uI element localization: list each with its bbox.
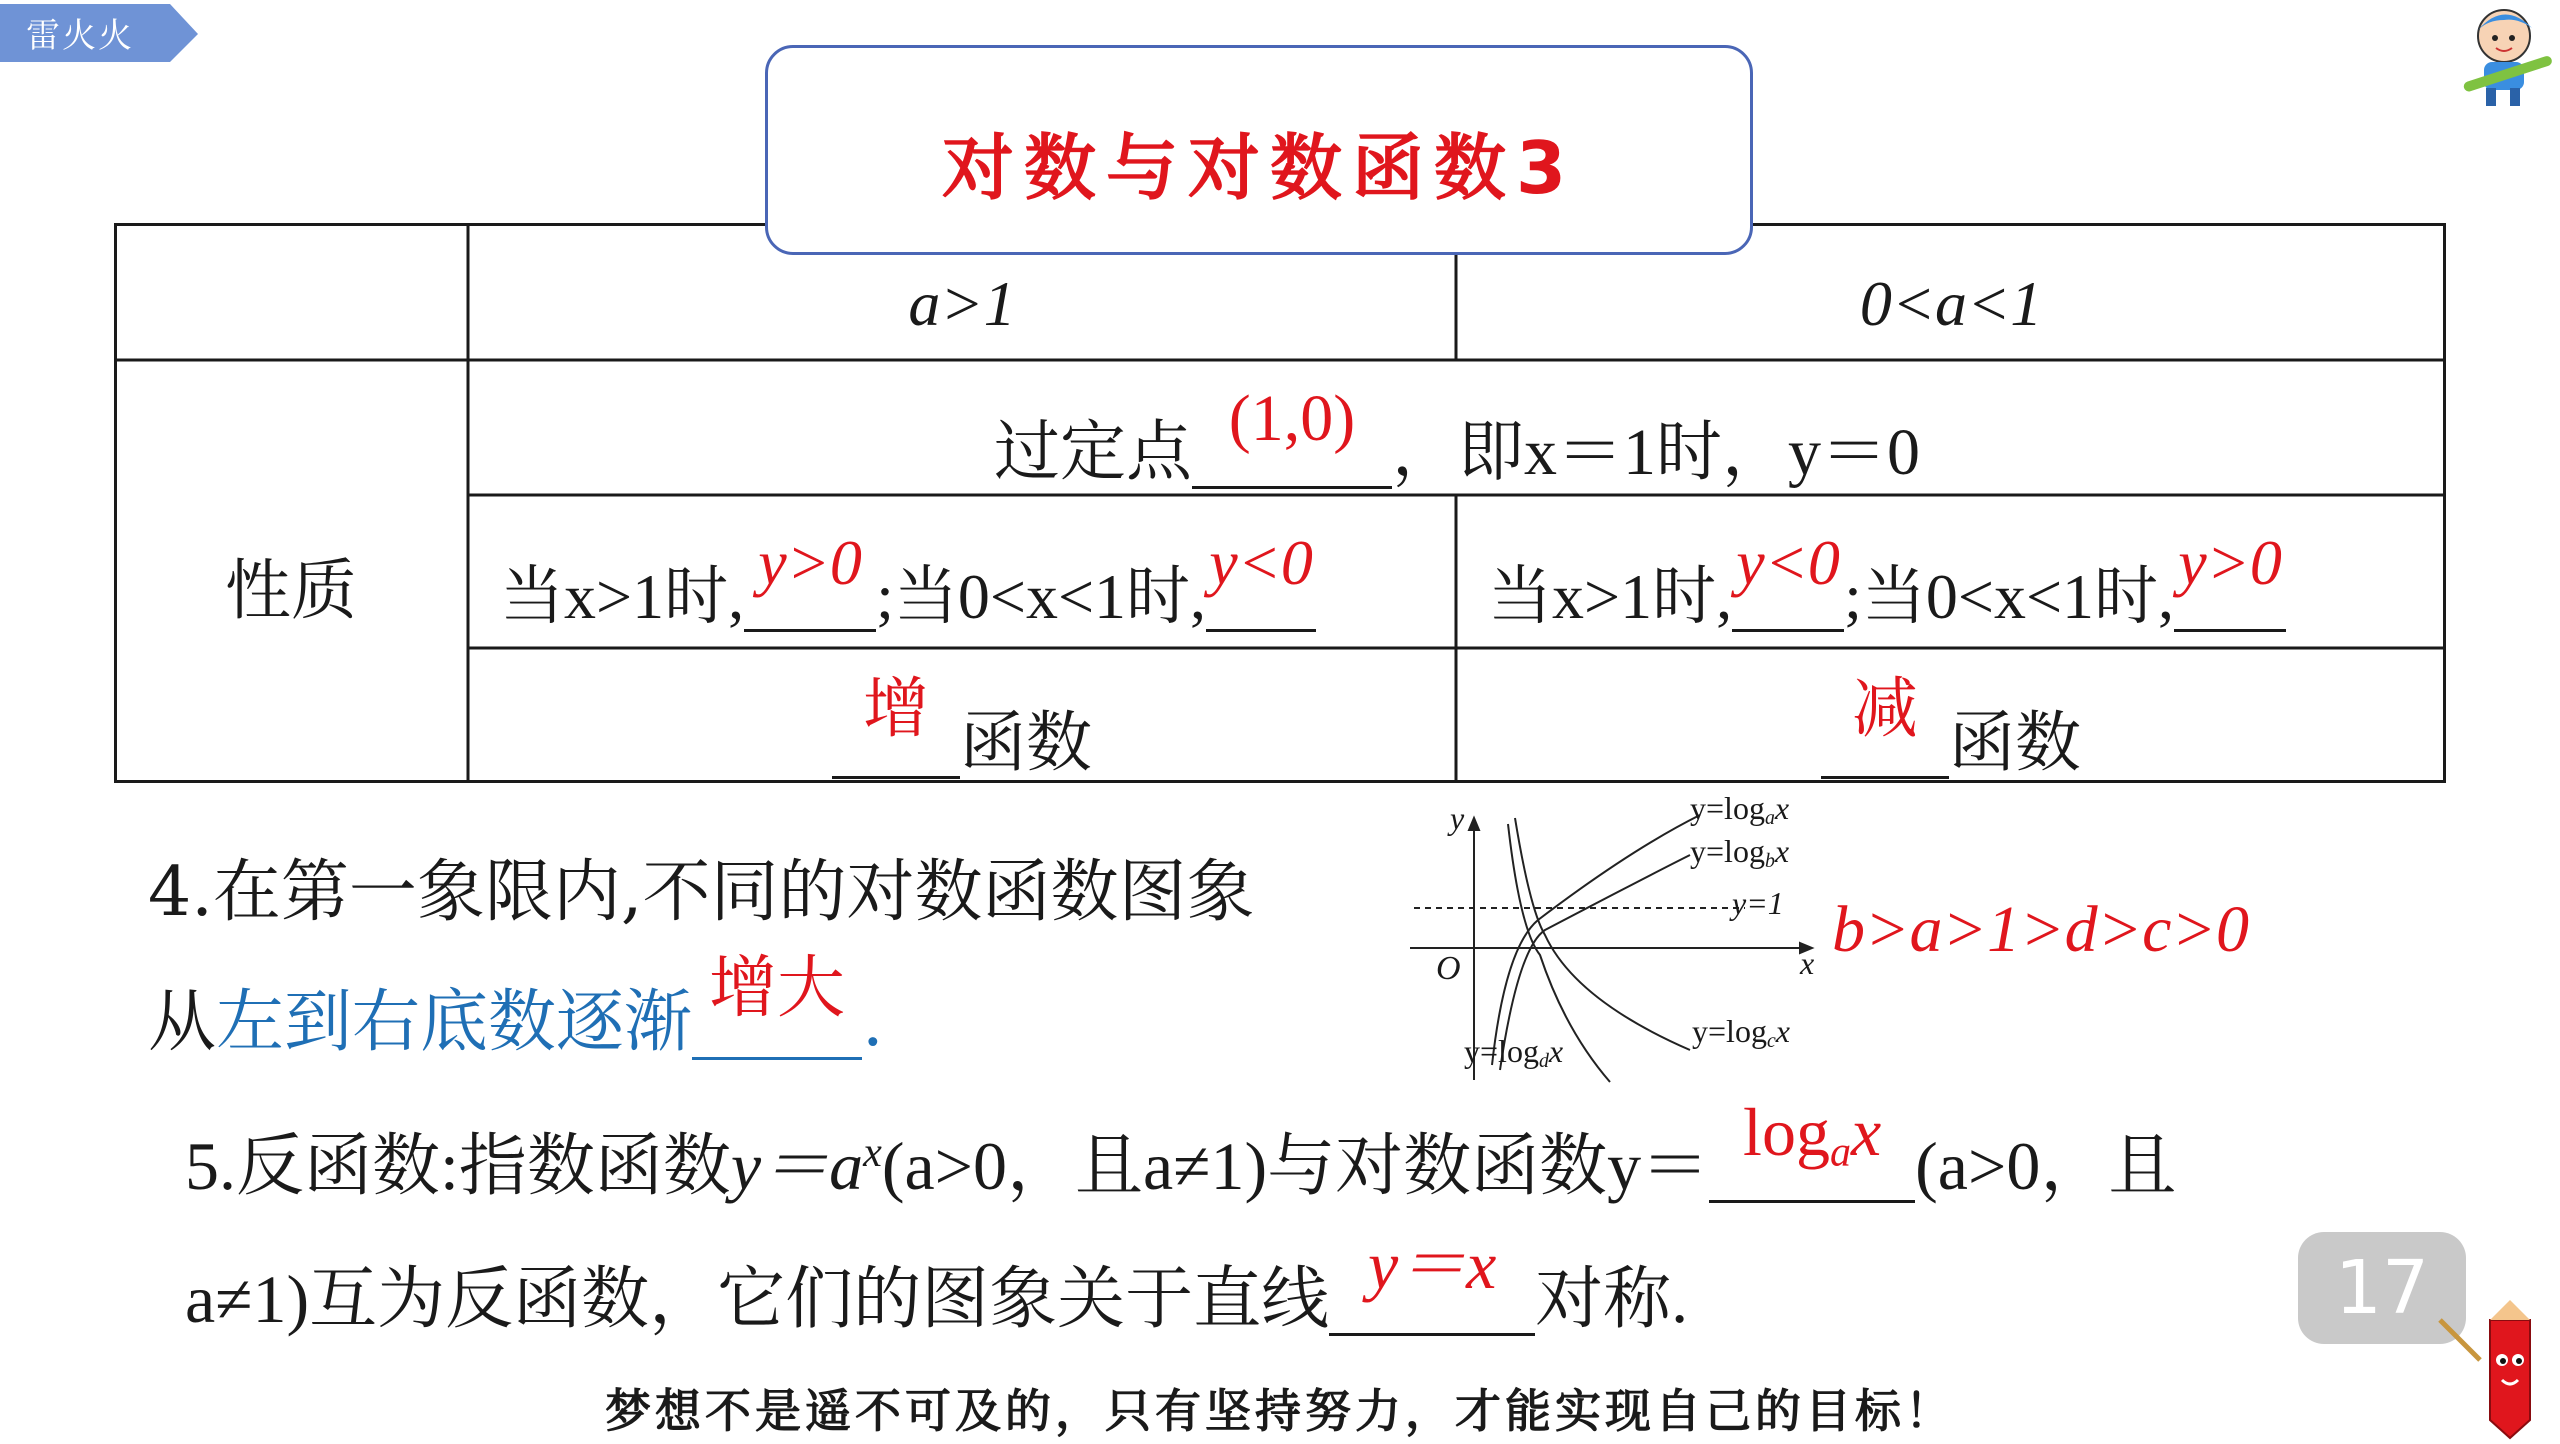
header-col1-text: a>1 [908, 268, 1016, 339]
header-a-between-0-1 [1456, 267, 2446, 341]
badge-label: 雷火火 [26, 16, 134, 56]
graph-origin-label: O [1436, 950, 1461, 987]
item4-line2 [148, 949, 884, 1065]
item5-part3: (a>0，且 [1915, 1128, 2177, 1204]
col2-sign-blank2[interactable] [2174, 527, 2286, 632]
label-log-b: $y=\log_bx$ [1690, 833, 1790, 872]
label-log-d: $y=\log_dx$ [1464, 1033, 1564, 1072]
page-number: 17 [2298, 1232, 2466, 1344]
col1-mono-row [468, 670, 1456, 784]
col2-sign-row [1488, 527, 2286, 637]
item4-line1: 4.在第一象限内,不同的对数函数图象 [148, 853, 1255, 932]
col1-mono-blank[interactable] [832, 670, 960, 779]
col1-sign-blank1[interactable] [744, 527, 876, 632]
col2-mono-suffix: 函数 [1949, 704, 2081, 781]
col1-sign-row [500, 527, 1316, 637]
item5-answer1: $\log_ax$ [1743, 1094, 1882, 1176]
item5-line1 [185, 1094, 2177, 1209]
item5-expr1-sup: x [863, 1128, 882, 1176]
item4-blank[interactable] [692, 949, 862, 1060]
item5-blank1[interactable] [1709, 1094, 1915, 1203]
page-title: 对数与对数函数3 [941, 126, 1577, 210]
header-a-greater-1 [468, 267, 1456, 341]
item4-blue-text: 左到右底数逐渐 [216, 983, 693, 1062]
cartoon-boy-icon [2448, 0, 2560, 110]
curve-log-a [1492, 815, 1700, 1065]
col2-mono-row [1456, 670, 2446, 784]
col1-sign-blank2[interactable] [1206, 527, 1316, 632]
label-log-c: $y=\log_cx$ [1692, 1013, 1790, 1052]
fixed-point-suffix: ，即x＝1时，y＝0 [1392, 416, 1920, 489]
item5-line2-part2: 对称. [1535, 1261, 1689, 1337]
graph-y-label: y [1450, 800, 1465, 836]
item5-part2: (a>0，且a≠1)与对数函数y＝ [881, 1128, 1710, 1204]
motto-text: 梦想不是遥不可及的，只有坚持努力，才能实现自己的目标！ [605, 1384, 1955, 1438]
col2-sign-part1: 当x>1时, [1488, 561, 1733, 632]
col1-sign-part1: 当x>1时, [500, 561, 745, 632]
fixed-point-prefix: 过定点 [994, 416, 1192, 489]
fixed-point-answer: (1,0) [1228, 382, 1356, 455]
col1-sign-answer1: y>0 [758, 527, 862, 598]
item5-line2-part1: a≠1)互为反函数，它们的图象关于直线 [185, 1261, 1330, 1337]
header-col2-text: 0<a<1 [1859, 268, 2043, 339]
item4-prefix: 从 [148, 983, 217, 1062]
fixed-point-row [468, 382, 2446, 493]
item5-blank2[interactable] [1329, 1227, 1535, 1336]
col1-mono-answer: 增 [863, 670, 929, 747]
item5-line2 [185, 1227, 1689, 1342]
col2-sign-answer1: y<0 [1736, 527, 1840, 598]
col1-sign-part2: ;当0<x<1时, [876, 561, 1207, 632]
col2-sign-part2: ;当0<x<1时, [1844, 561, 2175, 632]
item5-expr1: y＝a [730, 1128, 864, 1204]
row-label-properties: 性质 [225, 552, 357, 629]
item4-answer: 增大 [709, 949, 846, 1028]
fixed-point-blank[interactable] [1192, 382, 1392, 489]
col1-mono-suffix: 函数 [960, 704, 1092, 781]
item5-part1: 5.反函数:指数函数 [185, 1128, 731, 1204]
label-log-a: $y=\log_ax$ [1690, 790, 1790, 829]
brand-badge [0, 0, 200, 64]
properties-table [114, 223, 2446, 783]
label-y-equals-1: y=1 [1732, 885, 1784, 921]
graph-x-label: x [1800, 945, 1815, 981]
item5-answer2: y＝x [1367, 1227, 1497, 1303]
col1-sign-answer2: y<0 [1209, 527, 1313, 598]
title-box [765, 45, 1753, 255]
col2-sign-blank1[interactable] [1732, 527, 1844, 632]
col2-mono-blank[interactable] [1821, 670, 1949, 779]
col2-mono-answer: 减 [1852, 670, 1918, 747]
item4-suffix: . [862, 983, 884, 1062]
base-order-answer: b>a>1>d>c>0 [1832, 893, 2249, 966]
col2-sign-answer2: y>0 [2178, 527, 2282, 598]
